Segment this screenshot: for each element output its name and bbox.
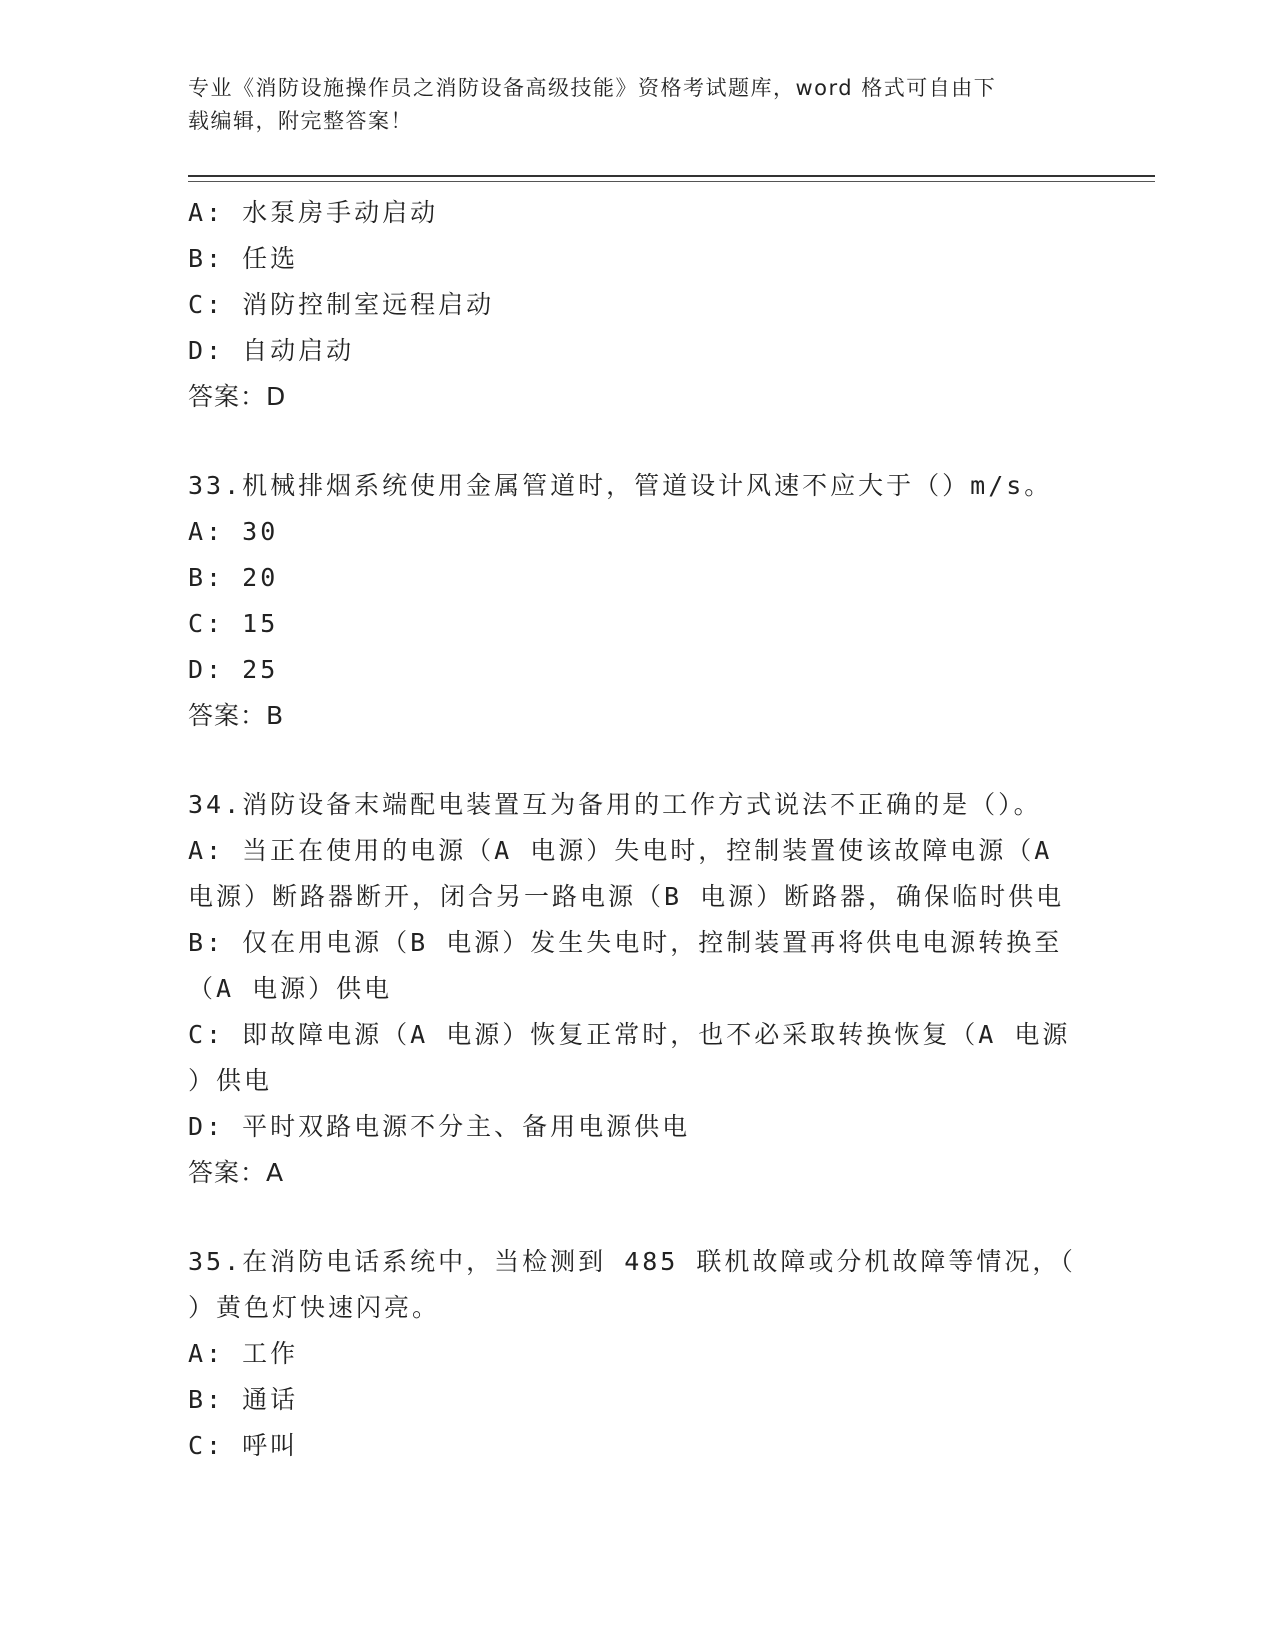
option-b: B: 20	[188, 563, 279, 592]
option-c: C: 呼叫	[188, 1431, 299, 1460]
question-32	[188, 190, 1088, 420]
question-33	[188, 463, 1088, 739]
question-spacer	[188, 420, 1088, 463]
option-c: C: 消防控制室远程启动	[188, 290, 495, 319]
option-d: D: 自动启动	[188, 336, 355, 365]
answer: 答案：B	[188, 701, 285, 730]
question-text-line-2: ）黄色灯快速闪亮。	[188, 1293, 441, 1322]
document-header	[188, 72, 1068, 138]
option-c-line-2: ）供电	[188, 1066, 273, 1095]
question-34	[188, 782, 1088, 1196]
option-b: B: 任选	[188, 244, 299, 273]
option-b-line-1: B: 仅在用电源（B 电源）发生失电时，控制装置再将供电电源转换至	[188, 928, 1063, 957]
header-line-1: 专业《消防设施操作员之消防设备高级技能》资格考试题库，word 格式可自由下	[188, 76, 997, 100]
option-a-line-2: 电源）断路器断开，闭合另一路电源（B 电源）断路器，确保临时供电	[188, 882, 1065, 911]
option-a: A: 水泵房手动启动	[188, 198, 439, 227]
question-text: 34.消防设备末端配电装置互为备用的工作方式说法不正确的是（）。	[188, 790, 1042, 819]
answer: 答案：A	[188, 1158, 285, 1187]
question-35	[188, 1239, 1088, 1469]
option-c: C: 15	[188, 609, 279, 638]
question-list	[188, 190, 1088, 1469]
option-c-line-1: C: 即故障电源（A 电源）恢复正常时，也不必采取转换恢复（A 电源	[188, 1020, 1071, 1049]
option-a: A: 30	[188, 517, 279, 546]
header-divider-thick	[188, 175, 1155, 177]
option-d: D: 25	[188, 655, 279, 684]
question-spacer	[188, 739, 1088, 782]
question-text-line-1: 35.在消防电话系统中，当检测到 485 联机故障或分机故障等情况，（	[188, 1247, 1076, 1276]
question-spacer	[188, 1196, 1088, 1239]
answer: 答案：D	[188, 382, 287, 411]
option-a: A: 工作	[188, 1339, 299, 1368]
header-line-2: 载编辑，附完整答案！	[188, 109, 413, 133]
question-text: 33.机械排烟系统使用金属管道时，管道设计风速不应大于（）m/s。	[188, 471, 1053, 500]
header-divider-thin	[188, 181, 1155, 182]
option-b: B: 通话	[188, 1385, 299, 1414]
option-a-line-1: A: 当正在使用的电源（A 电源）失电时，控制装置使该故障电源（A	[188, 836, 1053, 865]
option-b-line-2: （A 电源）供电	[188, 974, 393, 1003]
option-d: D: 平时双路电源不分主、备用电源供电	[188, 1112, 691, 1141]
